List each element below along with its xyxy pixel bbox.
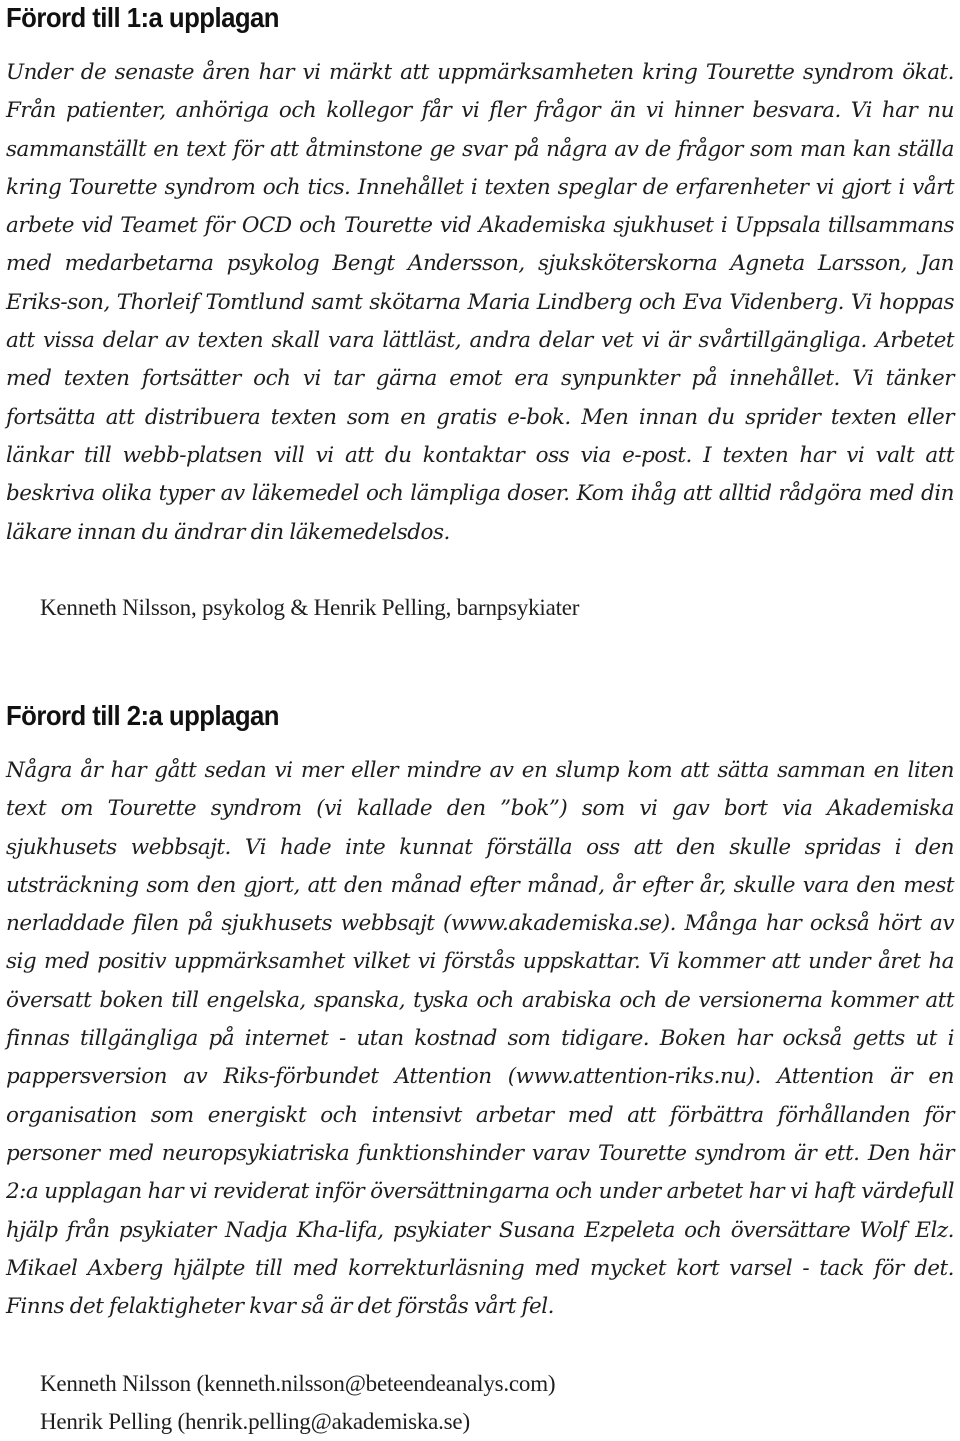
section-2-heading: Förord till 2:a upplagan	[6, 700, 279, 731]
section-1-paragraph: Under de senaste åren har vi märkt att uppmärksamheten kring Tourette syndrom ökat. Från patienter, anhöriga och kollegor får vi fler frågor än vi hinner besvara. Vi har nu sammanställt en text för att åtminstone ge svar på några av de frågor som man kan ställa kring Tourette syndrom och tics. Innehållet i texten speglar de erfarenheter vi gjort i vårt arbete vid Teamet för OCD och Tourette vid Akademiska sjukhuset i Uppsala tillsammans med medarbetarna psykolog Bengt Andersson, sjuksköterskorna Agneta Larsson, Jan Eriks-son, Thorleif Tomtlund samt skötarna Maria Lindberg och Eva Videnberg. Vi hoppas att vissa delar av texten skall vara lättläst, andra delar vet vi är svårtillgängliga. Arbetet med texten fortsätter och vi tar gärna emot era synpunkter på innehållet. Vi tänker fortsätta att distribuera texten som en gratis e-bok. Men innan du sprider texten eller länkar till webb-platsen vill vi att du kontaktar oss via e-post. I texten har vi valt att beskriva olika typer av läkemedel och lämpliga doser. Kom ihåg att alltid rådgöra med din läkare innan du ändrar din läkemedelsdos.	[6, 60, 954, 545]
section-1-signature: Kenneth Nilsson, psykolog & Henrik Pelling, barnpsykiater	[40, 595, 580, 620]
section-2-paragraph: Några år har gått sedan vi mer eller mindre av en slump kom att sätta samman en liten text om Tourette syndrom (vi kallade den ”bok”) som vi gav bort via Akademiska sjukhusets webbsajt. Vi hade inte kunnat förställa oss att den skulle spridas i den utsträckning som den gjort, att den månad efter månad, år efter år, skulle vara den mest nerladdade filen på sjukhusets webbsajt (www.akademiska.se). Många har också hört av sig med positiv uppmärksamhet vilket vi förstås uppskattar. Vi kommer att under året ha översatt boken till engelska, spanska, tyska och arabiska och de versionerna kommer att finnas tillgängliga på internet - utan kostnad som tidigare. Boken har också getts ut i pappersversion av Riks-förbundet Attention (www.attention-riks.nu). Attention är en organisation som energiskt och intensivt arbetar med att förbättra förhållanden för personer med neuropsykiatriska funktionshinder varav Tourette syndrom är ett. Den här 2:a upplagan har vi reviderat inför översättningarna och under arbetet har vi haft värdefull hjälp från psykiater Nadja Kha-lifa, psykiater Susana Ezpeleta och översättare Wolf Elz. Mikael Axberg hjälpte till med korrekturläsning med mycket kort varsel - tack för det. Finns det felaktigheter kvar så är det förstås vårt fel.	[6, 758, 954, 1320]
section-1-heading: Förord till 1:a upplagan	[6, 2, 279, 33]
section-2-signature-line-1: Kenneth Nilsson (kenneth.nilsson@beteendeanalys.com)	[40, 1371, 556, 1396]
section-2-signature-line-2: Henrik Pelling (henrik.pelling@akademiska.se)	[40, 1409, 470, 1434]
